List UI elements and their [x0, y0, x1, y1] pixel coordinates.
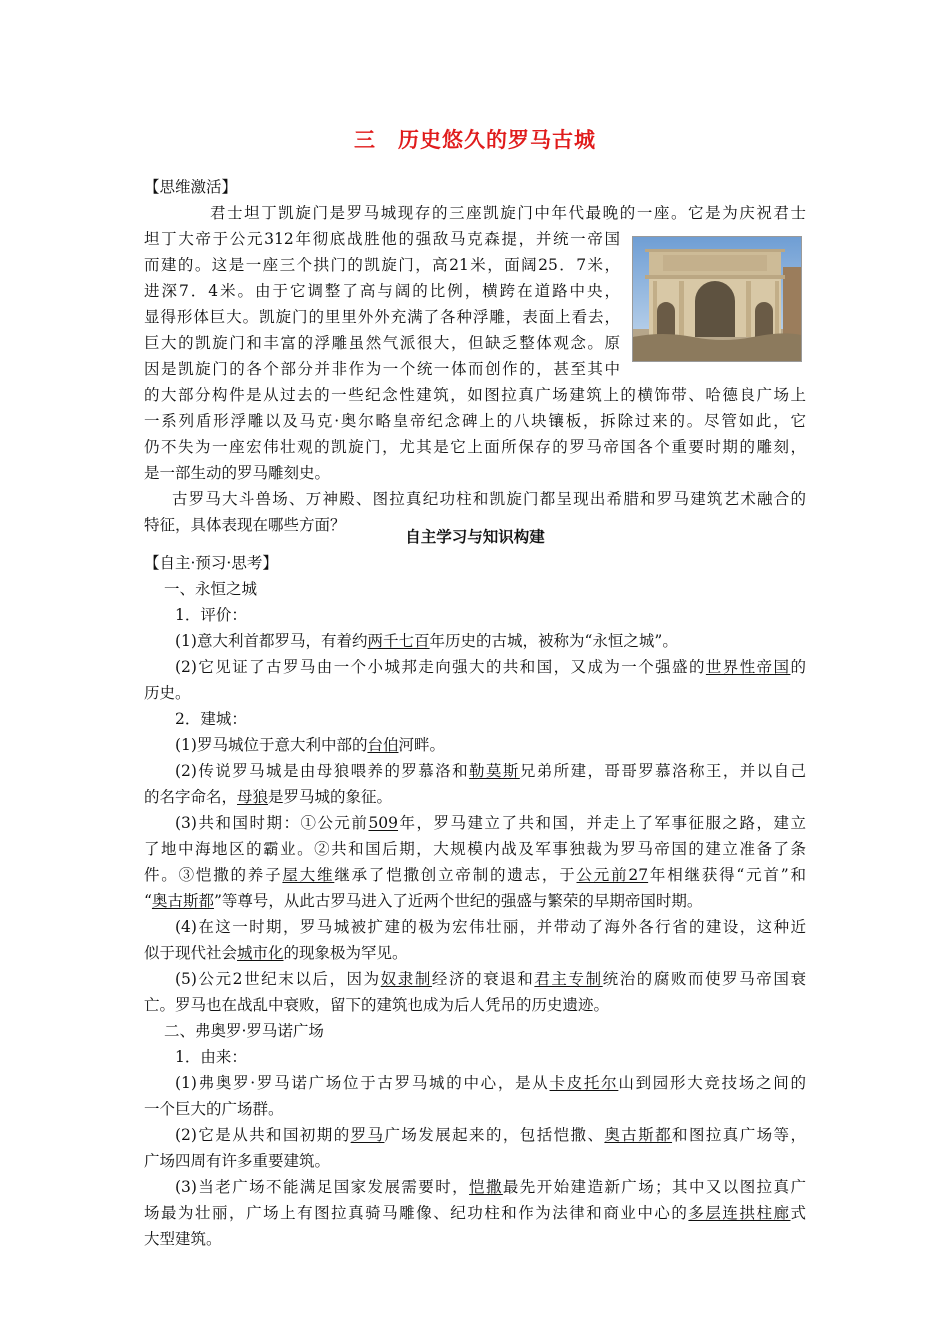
item-line: (3)共和国时期：①公元前509年，罗马建立了共和国，并走上了军事征服之路，建立 [175, 814, 806, 832]
intro-line: 的大部分构件是从过去的一些纪念性建筑，如图拉真广场建筑上的横饰带、哈德良广场上 [144, 386, 806, 404]
blank-answer: 台伯 [367, 736, 399, 754]
blank-answer: 奥古斯都 [151, 892, 214, 910]
intro-line: 巨大的凯旋门和丰富的浮雕虽然气派很大，但缺乏整体观念。原 [144, 334, 620, 352]
item-line: 了地中海地区的霸业。②共和国后期，大规模内战及军事独裁为罗马帝国的建立准备了条 [144, 840, 806, 858]
intro-line: 显得形体巨大。凯旋门的里里外外充满了各种浮雕，表面上看去， [144, 308, 620, 326]
blank-answer: 勒莫斯 [469, 762, 520, 780]
item-line: 的名字命名，母狼是罗马城的象征。 [144, 788, 393, 806]
part1-sub1: 1．评价： [175, 606, 247, 624]
item-line: (2)它是从共和国初期的罗马广场发展起来的，包括恺撒、奥古斯都和图拉真广场等， [175, 1126, 806, 1144]
item-line: 广场四周有许多重要建筑。 [144, 1152, 331, 1170]
intro-line: 而建的。这是一座三个拱门的凯旋门，高21米，面阔25．7米， [144, 256, 620, 274]
blank-answer: 509 [368, 814, 399, 832]
intro-heading: 【思维激活】 [144, 178, 238, 196]
blank-answer: 两千七百 [367, 632, 430, 650]
item-line: 一个巨大的广场群。 [144, 1100, 284, 1118]
item-line: 历史。 [144, 684, 191, 702]
blank-answer: 罗马 [350, 1126, 385, 1144]
intro-line: 坦丁大帝于公元312年彻底战胜他的强敌马克森提，并统一帝国 [144, 230, 620, 248]
intro-line: 进深7．4米。由于它调整了高与阔的比例，横跨在道路中央， [144, 282, 620, 300]
item-line: 似于现代社会城市化的现象极为罕见。 [144, 944, 408, 962]
item-line: 大型建筑。 [144, 1230, 222, 1248]
part1-heading: 一、永恒之城 [164, 580, 258, 598]
arch-image [633, 237, 801, 361]
blank-answer: 母狼 [237, 788, 269, 806]
blank-answer: 世界性帝国 [705, 658, 791, 676]
blank-answer: 公元前27 [576, 866, 649, 884]
intro-line: 仍不失为一座宏伟壮观的凯旋门，尤其是它上面所保存的罗马帝国各个重要时期的雕刻， [144, 438, 806, 456]
blank-answer: 卡皮托尔 [549, 1074, 619, 1092]
question-line: 古罗马大斗兽场、万神殿、图拉真纪功柱和凯旋门都呈现出希腊和罗马建筑艺术融合的 [172, 490, 806, 508]
blank-answer: 恺撒 [469, 1178, 503, 1196]
blank-answer: 多层连拱柱廊 [688, 1204, 791, 1222]
part2-heading: 二、弗奥罗·罗马诺广场 [164, 1022, 324, 1040]
section-title: 自主学习与知识构建 [405, 527, 545, 546]
question-line: 特征，具体表现在哪些方面？ [144, 516, 346, 534]
blank-answer: 奴隶制 [380, 970, 432, 988]
part1-sub2: 2．建城： [175, 710, 247, 728]
blank-answer: 奥古斯都 [604, 1126, 673, 1144]
item-line: (5)公元2世纪末以后，因为奴隶制经济的衰退和君主专制统治的腐败而使罗马帝国衰 [175, 970, 806, 988]
arch-of-constantine-photo [632, 236, 802, 362]
blank-answer: 君主专制 [534, 970, 603, 988]
intro-line: 是一部生动的罗马雕刻史。 [144, 464, 331, 482]
item-line: (4)在这一时期，罗马城被扩建的极为宏伟壮丽，并带动了海外各行省的建设，这种近 [175, 918, 806, 936]
item-line: (3)当老广场不能满足国家发展需要时，恺撒最先开始建造新广场；其中又以图拉真广 [175, 1178, 806, 1196]
blank-answer: 城市化 [237, 944, 284, 962]
item-line: 场最为壮丽，广场上有图拉真骑马雕像、纪功柱和作为法律和商业中心的多层连拱柱廊式 [144, 1204, 806, 1222]
item-line: 亡。罗马也在战乱中衰败，留下的建筑也成为后人凭吊的历史遗迹。 [144, 996, 610, 1014]
item-line: “奥古斯都”等尊号，从此古罗马进入了近两个世纪的强盛与繁荣的早期帝国时期。 [144, 892, 703, 910]
item-line: (1)意大利首都罗马，有着约两千七百年历史的古城，被称为“永恒之城”。 [175, 632, 678, 650]
preview-heading: 【自主·预习·思考】 [144, 554, 278, 572]
intro-line: 君士坦丁凯旋门是罗马城现存的三座凯旋门中年代最晚的一座。它是为庆祝君士 [210, 204, 806, 222]
blank-answer: 屋大维 [282, 866, 335, 884]
part2-sub1: 1．由来： [175, 1048, 247, 1066]
page-title: 三 历史悠久的罗马古城 [354, 127, 596, 152]
item-line: (1)弗奥罗·罗马诺广场位于古罗马城的中心，是从卡皮托尔山到园形大竞技场之间的 [175, 1074, 806, 1092]
item-line: (2)传说罗马城是由母狼喂养的罗慕洛和勒莫斯兄弟所建，哥哥罗慕洛称王，并以自己 [175, 762, 806, 780]
item-line: (2)它见证了古罗马由一个小城邦走向强大的共和国，又成为一个强盛的世界性帝国的 [175, 658, 806, 676]
intro-line: 一系列盾形浮雕以及马克·奥尔略皇帝纪念碑上的八块镶板，拆除过来的。尽管如此，它 [144, 412, 806, 430]
item-line: (1)罗马城位于意大利中部的台伯河畔。 [175, 736, 445, 754]
item-line: 件。③恺撒的养子屋大维继承了恺撒创立帝制的遗志，于公元前27年相继获得“元首”和 [144, 866, 806, 884]
intro-line: 因是凯旋门的各个部分并非作为一个统一体而创作的，甚至其中 [144, 360, 620, 378]
